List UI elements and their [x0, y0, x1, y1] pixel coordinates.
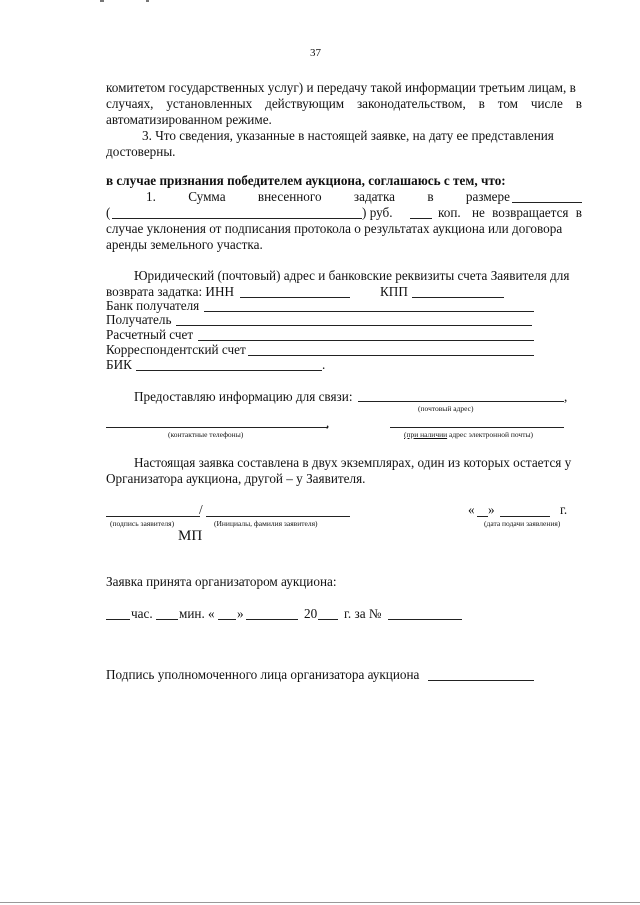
bank-intro-line-2: возврата задатка: ИНН	[106, 284, 234, 299]
word: числе	[530, 96, 563, 111]
word: в	[478, 96, 485, 111]
word: в	[575, 96, 582, 111]
email-field[interactable]	[390, 427, 564, 428]
kop-label: коп.	[438, 205, 461, 220]
official-signature-label: Подпись уполномоченного лица организатора аукциона	[106, 667, 420, 682]
word: установленных	[166, 96, 253, 111]
accepted-minute-field[interactable]	[156, 619, 178, 620]
account-label: Расчетный счет	[106, 327, 194, 342]
recipient-field[interactable]	[176, 325, 532, 326]
word: в	[575, 205, 582, 220]
phones-caption: (контактные телефоны)	[168, 430, 244, 439]
accepted-label: Заявка принята организатором аукциона:	[106, 574, 337, 589]
bik-field[interactable]	[136, 370, 322, 371]
corr-account-label: Корреспондентский счет	[106, 342, 246, 357]
accepted-month-field[interactable]	[246, 619, 298, 620]
word: законодательством,	[356, 96, 466, 111]
word: в	[427, 189, 434, 204]
corr-account-field[interactable]	[248, 355, 534, 356]
intro-line-2	[106, 96, 582, 112]
recipient-label: Получатель	[106, 312, 172, 327]
date-caption: (дата подачи заявления)	[484, 519, 561, 528]
agreement-line-3: случае уклонения от подписания протокола о результатах аукциона или договора	[106, 221, 563, 236]
kpp-label: КПП	[380, 284, 408, 299]
signature-field[interactable]	[106, 516, 200, 517]
accepted-hour-field[interactable]	[106, 619, 130, 620]
official-signature-field[interactable]	[428, 680, 534, 681]
deposit-amount-field[interactable]	[512, 202, 582, 203]
agreement-line-4: аренды земельного участка.	[106, 237, 263, 252]
agreement-line-2-tail	[472, 205, 582, 221]
date-month-field[interactable]	[500, 516, 550, 517]
word: действующим	[265, 96, 345, 111]
word: случаях,	[106, 96, 154, 111]
deposit-kop-field[interactable]	[410, 218, 432, 219]
word: том	[497, 96, 519, 111]
application-number-field[interactable]	[388, 619, 462, 620]
postal-address-field[interactable]	[358, 401, 564, 402]
kpp-field[interactable]	[412, 297, 504, 298]
deposit-amount-words-field[interactable]	[112, 218, 362, 219]
page-number: 37	[310, 47, 321, 59]
word: возвращается	[492, 205, 569, 220]
account-field[interactable]	[198, 340, 534, 341]
intro-line-3: автоматизированном режиме.	[106, 112, 272, 127]
scan-edge	[0, 902, 640, 903]
copies-line-1: Настоящая заявка составлена в двух экземплярах, один из которых остается у	[134, 455, 572, 470]
stamp-label: МП	[178, 528, 203, 544]
bik-end: .	[322, 357, 326, 372]
date-close: »	[488, 502, 495, 517]
accepted-year-field[interactable]	[318, 619, 338, 620]
scan-mark	[146, 0, 149, 2]
word: задатка	[353, 189, 395, 204]
date-year-suffix: г.	[560, 502, 568, 517]
word: размере	[465, 189, 510, 204]
inn-field[interactable]	[240, 297, 350, 298]
hour-label: час.	[131, 606, 153, 621]
agreement-line-1	[146, 189, 510, 205]
word: Сумма	[188, 189, 226, 204]
rub-label: ) руб.	[362, 205, 393, 220]
email-caption-rest: адрес электронной почты)	[447, 430, 534, 439]
contact-comma: ,	[564, 389, 568, 404]
word: не	[472, 205, 485, 220]
name-caption: (Инициалы, фамилия заявителя)	[214, 519, 318, 528]
date-day-field[interactable]	[477, 516, 488, 517]
year-suffix-number: г. за №	[344, 606, 382, 621]
intro-line-1: комитетом государственных услуг) и передачу такой информации третьим лицам, в	[106, 80, 576, 95]
postal-caption: (почтовый адрес)	[418, 404, 474, 413]
day-close: »	[237, 606, 244, 621]
item3-line-1: 3. Что сведения, указанные в настоящей заявке, на дату ее представления	[142, 128, 554, 143]
bank-name-label: Банк получателя	[106, 298, 200, 313]
email-caption-underlined: (при наличии	[404, 430, 448, 439]
email-caption	[404, 430, 533, 439]
sign-caption: (подпись заявителя)	[110, 519, 175, 528]
agreement-heading: в случае признания победителем аукциона, соглашаюсь с тем, что:	[106, 173, 506, 188]
bank-name-field[interactable]	[204, 311, 534, 312]
phones-comma: ,	[326, 415, 330, 430]
year-prefix: 20	[304, 606, 318, 621]
accepted-day-field[interactable]	[218, 619, 236, 620]
minute-label: мин. «	[179, 606, 215, 621]
word: внесенного	[257, 189, 322, 204]
date-open: «	[468, 502, 475, 517]
scan-mark	[100, 0, 104, 2]
phones-field[interactable]	[106, 427, 328, 428]
copies-line-2: Организатора аукциона, другой – у Заявителя.	[106, 471, 366, 486]
paren-open: (	[106, 205, 111, 220]
contact-label: Предоставляю информацию для связи:	[134, 389, 353, 404]
bik-label: БИК	[106, 357, 132, 372]
applicant-name-field[interactable]	[206, 516, 350, 517]
word: 1.	[146, 189, 156, 204]
bank-intro-line-1: Юридический (почтовый) адрес и банковские реквизиты счета Заявителя для	[134, 268, 570, 283]
signature-slash: /	[199, 502, 203, 517]
item3-line-2: достоверны.	[106, 144, 176, 159]
